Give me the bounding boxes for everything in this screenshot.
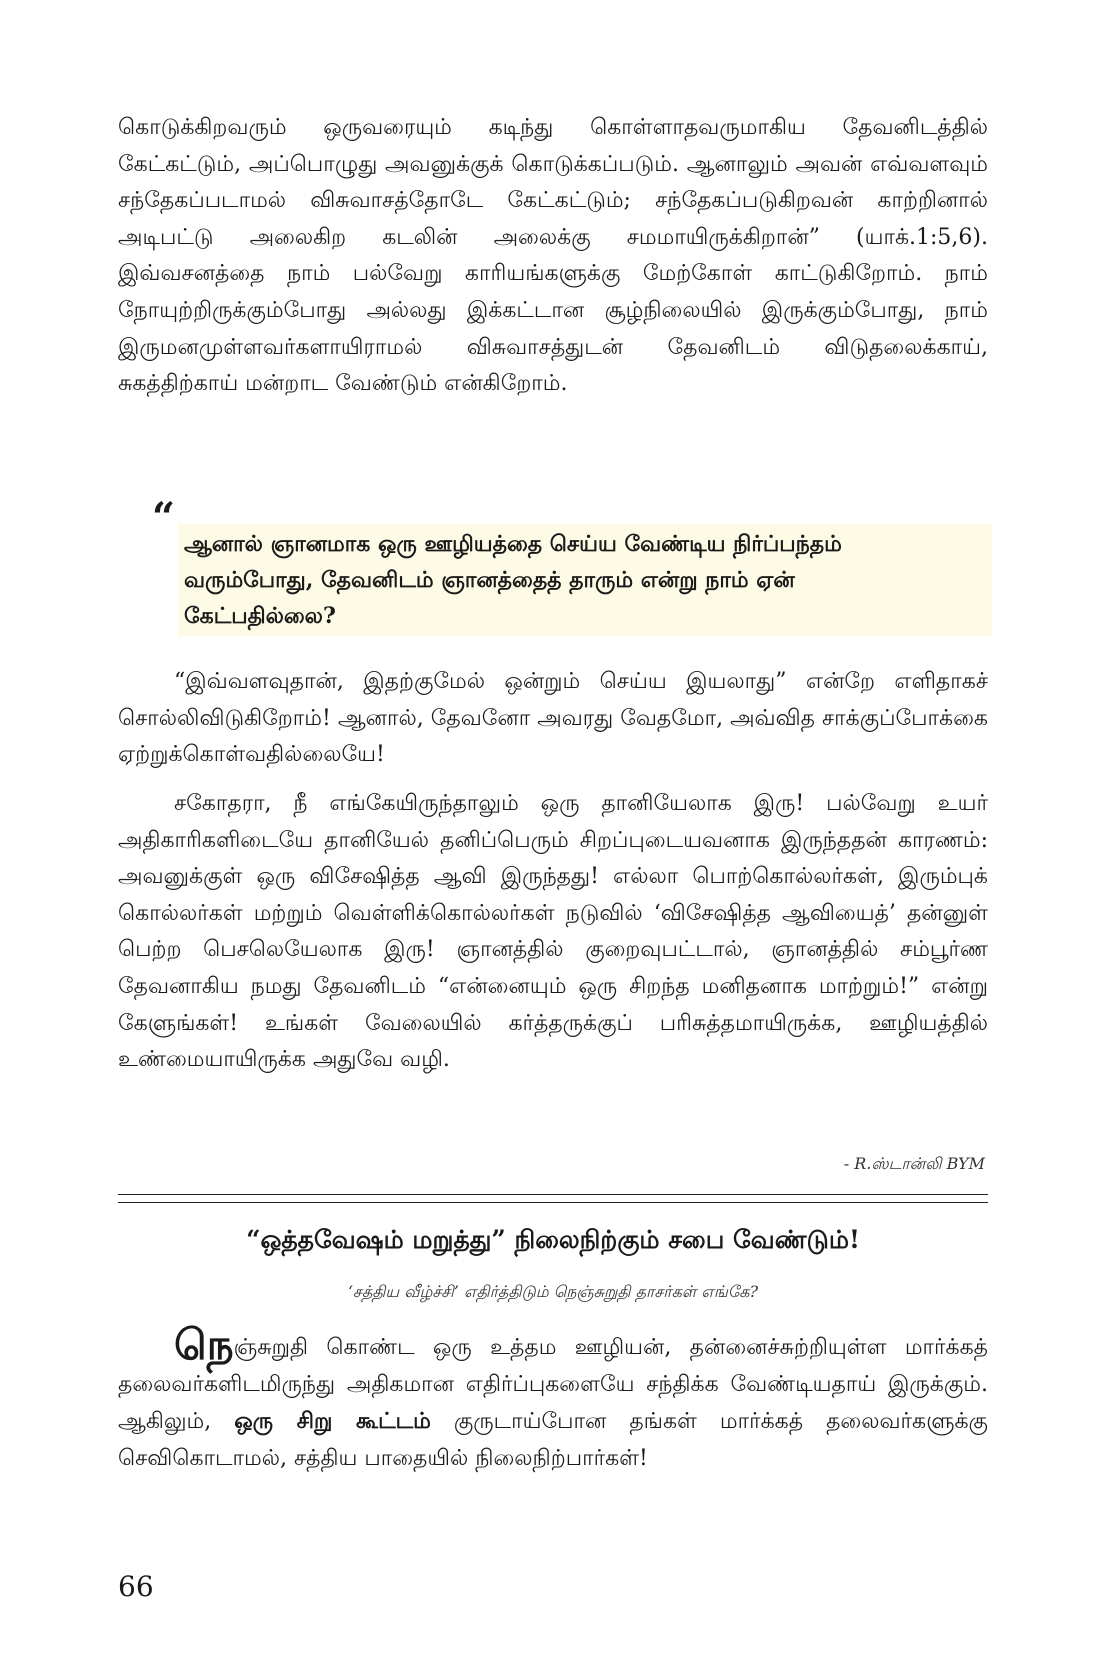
callout-line: கேட்பதில்லை? xyxy=(184,603,336,629)
paragraph-1: கொடுக்கிறவரும் ஒருவரையும் கடிந்து கொள்ளாதவருமாகிய தேவனிடத்தில் கேட்கட்டும், அப்பொழுது அவனுக்குக் கொடுக்கப்படும். ஆனாலும் அவன் எவ்வளவும் சந்தேகப்படாமல் விசுவாசத்தோடே கேட்கட்டும்; சந்தேகப்படுகிறவன் காற்றினால் அடிபட்டு அலைகிற கடலின் அலைக்கு சமமாயிருக்கிறான்” (யாக்.1:5,6). இவ்வசனத்தை நாம் பல்வேறு காரியங்களுக்கு மேற்கோள் காட்டுகிறோம். நாம் நோயுற்றிருக்கும்போது அல்லது இக்கட்டான சூழ்நிலையில் இருக்கும்போது, நாம் இருமனமுள்ளவர்களாயிராமல் விசுவாசத்துடன் தேவனிடம் விடுதலைக்காய், சுகத்திற்காய் மன்றாட வேண்டும் என்கிறோம். xyxy=(118,115,988,397)
paragraph-4-text-a: ஞ்சுறுதி கொண்ட ஒரு உத்தம ஊழியன், தன்னைச்சுற்றியுள்ள மார்க்கத் தலைவர்களிடமிருந்து அதிகமான எதிர்ப்புகளையே சந்திக்க வேண்டியதாய் இருக்கும். ஆகிலும், xyxy=(118,1335,988,1435)
callout-box xyxy=(178,524,992,636)
callout-line: வரும்போது, தேவனிடம் ஞானத்தைத் தாரும் என்று நாம் ஏன் xyxy=(184,567,795,593)
section-divider-bottom xyxy=(118,1202,988,1203)
page-number: 66 xyxy=(118,1570,154,1603)
article-title: “ஒத்தவேஷம் மறுத்து” நிலைநிற்கும் சபை வேண்டும்! xyxy=(246,1225,860,1254)
paragraph-4 xyxy=(118,1320,988,1477)
callout-line: ஆனால் ஞானமாக ஒரு ஊழியத்தை செய்ய வேண்டிய நிர்ப்பந்தம் xyxy=(184,531,842,557)
paragraph-3: சகோதரா, நீ எங்கேயிருந்தாலும் ஒரு தானியேலாக இரு! பல்வேறு உயர் அதிகாரிகளிடையே தானியேல் தனிப்பெரும் சிறப்புடையவனாக இருந்ததன் காரணம்: அவனுக்குள் ஒரு விசேஷித்த ஆவி இருந்தது! எல்லா பொற்கொல்லர்கள், இரும்புக் கொல்லர்கள் மற்றும் வெள்ளிக்கொல்லர்கள் நடுவில் ‘விசேஷித்த ஆவியைத்’ தன்னுள் பெற்ற பெசலெயேலாக இரு! ஞானத்தில் குறைவுபட்டால், ஞானத்தில் சம்பூர்ண தேவனாகிய நமது தேவனிடம் “என்னையும் ஒரு சிறந்த மனிதனாக மாற்றும்!” என்று கேளுங்கள்! உங்கள் வேலையில் கர்த்தருக்குப் பரிசுத்தமாயிருக்க, ஊழியத்தில் உண்மையாயிருக்க அதுவே வழி. xyxy=(118,791,988,1073)
callout-quote-mark: “ xyxy=(152,494,176,541)
article-subtitle: ‘சத்திய வீழ்ச்சி’ எதிர்த்திடும் நெஞ்சுறுதி தாசர்கள் எங்கே? xyxy=(347,1282,759,1301)
paragraph-4-text-b: குருடாய்போன தங்கள் மார்க்கத் தலைவர்களுக்கு செவிகொடாமல், சத்திய பாதையில் நிலைநிற்பார்கள்! xyxy=(118,1409,988,1471)
author-signature: - R.ஸ்டான்லி BYM xyxy=(843,1154,985,1173)
section-divider-top xyxy=(118,1194,988,1195)
paragraph-4-emphasis: ஒரு சிறு கூட்டம் xyxy=(234,1408,431,1435)
paragraph-2: “இவ்வளவுதான், இதற்குமேல் ஒன்றும் செய்ய இயலாது” என்றே எளிதாகச் சொல்லிவிடுகிறோம்! ஆனால், தேவனோ அவரது வேதமோ, அவ்வித சாக்குப்போக்கை ஏற்றுக்கொள்வதில்லையே! xyxy=(118,669,988,768)
drop-cap: நெ xyxy=(174,1320,234,1369)
